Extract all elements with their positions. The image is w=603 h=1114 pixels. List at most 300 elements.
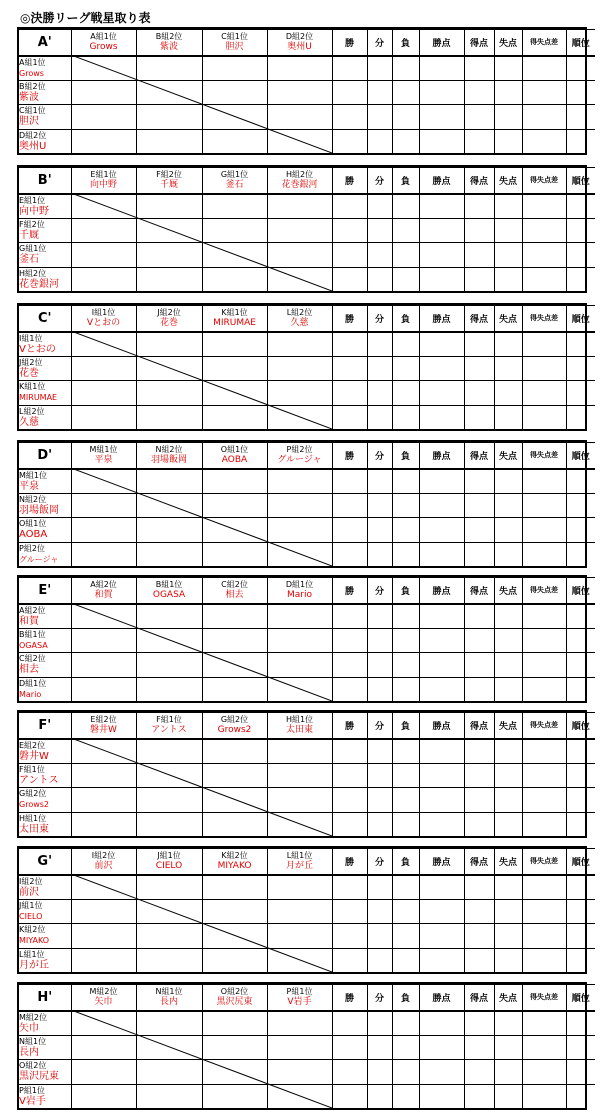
team-position: I組2位 (19, 876, 43, 886)
match-result-cell[interactable] (136, 739, 202, 764)
self-match-cell (71, 604, 136, 629)
match-result-cell[interactable] (136, 332, 202, 357)
stat-cell (464, 243, 494, 268)
match-result-cell[interactable] (267, 739, 332, 764)
league-table (17, 27, 590, 155)
team-row (19, 899, 595, 924)
stat-cell (392, 518, 419, 543)
stat-cell (332, 243, 367, 268)
stat-cell (419, 129, 464, 154)
team-name: V岩手 (19, 1096, 46, 1107)
team-name: 花巻 (19, 367, 39, 379)
match-result-cell[interactable] (202, 1084, 267, 1109)
match-result-cell[interactable] (202, 493, 267, 518)
stat-cell (464, 788, 494, 813)
stat-cell (566, 105, 595, 130)
stat-cell (522, 493, 566, 518)
match-result-cell[interactable] (71, 924, 136, 949)
stat-cell (392, 1084, 419, 1109)
stat-header: 得失点差 (522, 443, 566, 469)
stat-cell (566, 739, 595, 764)
match-result-cell[interactable] (136, 129, 202, 154)
stat-cell (392, 493, 419, 518)
stat-cell (332, 1011, 367, 1036)
team-position: M組1位 (19, 470, 47, 480)
match-result-cell[interactable] (71, 653, 136, 678)
match-result-cell[interactable] (202, 194, 267, 219)
stat-cell (332, 80, 367, 105)
stat-cell (464, 1035, 494, 1060)
match-result-cell[interactable] (71, 1060, 136, 1085)
stat-cell (522, 105, 566, 130)
stat-cell (332, 542, 367, 567)
match-result-cell[interactable] (202, 218, 267, 243)
match-result-cell[interactable] (71, 542, 136, 567)
match-result-cell[interactable] (202, 763, 267, 788)
row-team-header (19, 267, 71, 292)
team-position: H組2位 (285, 169, 314, 179)
stat-cell (367, 105, 392, 130)
match-result-cell[interactable] (202, 899, 267, 924)
match-result-cell[interactable] (71, 105, 136, 130)
match-result-cell[interactable] (71, 518, 136, 543)
match-result-cell[interactable] (267, 80, 332, 105)
team-name: 太田東 (285, 724, 313, 735)
team-position: F組2位 (19, 219, 45, 229)
stat-cell (464, 129, 494, 154)
team-row (19, 1011, 595, 1036)
match-result-cell[interactable] (136, 518, 202, 543)
team-position: D組2位 (285, 31, 314, 41)
row-team-header (19, 788, 71, 813)
match-result-cell[interactable] (267, 1011, 332, 1036)
stat-cell (419, 542, 464, 567)
match-result-cell[interactable] (267, 924, 332, 949)
stat-cell (494, 129, 522, 154)
match-result-cell[interactable] (267, 493, 332, 518)
self-match-cell (202, 653, 267, 678)
match-result-cell[interactable] (71, 80, 136, 105)
stat-cell (566, 218, 595, 243)
match-result-cell[interactable] (202, 628, 267, 653)
stat-cell (419, 381, 464, 406)
stat-cell (566, 80, 595, 105)
match-result-cell[interactable] (202, 80, 267, 105)
stat-cell (367, 812, 392, 837)
stat-header: 得失点差 (522, 30, 566, 56)
match-result-cell[interactable] (267, 243, 332, 268)
match-result-cell[interactable] (267, 356, 332, 381)
match-result-cell[interactable] (267, 194, 332, 219)
team-name: 和賀 (19, 615, 39, 627)
stat-cell (464, 356, 494, 381)
stat-cell (464, 332, 494, 357)
stat-cell (367, 653, 392, 678)
stat-cell (464, 493, 494, 518)
match-result-cell[interactable] (267, 1035, 332, 1060)
match-result-cell[interactable] (71, 812, 136, 837)
stat-cell (332, 356, 367, 381)
match-result-cell[interactable] (136, 469, 202, 494)
stat-cell (367, 381, 392, 406)
stat-cell (419, 653, 464, 678)
stat-cell (332, 381, 367, 406)
stat-cell (367, 677, 392, 702)
match-result-cell[interactable] (267, 875, 332, 900)
match-result-cell[interactable] (136, 924, 202, 949)
match-result-cell[interactable] (71, 243, 136, 268)
match-result-cell[interactable] (71, 948, 136, 973)
stat-cell (332, 653, 367, 678)
team-row (19, 763, 595, 788)
stat-header: 得失点差 (522, 985, 566, 1011)
stat-cell (494, 875, 522, 900)
self-match-cell (202, 243, 267, 268)
match-result-cell[interactable] (202, 129, 267, 154)
stat-cell (464, 381, 494, 406)
match-result-cell[interactable] (136, 1011, 202, 1036)
stat-cell (332, 875, 367, 900)
match-result-cell[interactable] (267, 218, 332, 243)
header-row (19, 849, 595, 875)
stat-cell (566, 924, 595, 949)
stat-cell (332, 493, 367, 518)
team-name: 黒沢尻東 (19, 1071, 59, 1083)
match-result-cell[interactable] (136, 1060, 202, 1085)
team-name: 千厩 (159, 179, 178, 190)
match-result-cell[interactable] (71, 788, 136, 813)
stat-cell (332, 1084, 367, 1109)
team-row (19, 677, 595, 702)
match-result-cell[interactable] (136, 194, 202, 219)
stat-cell (392, 1035, 419, 1060)
stat-cell (522, 788, 566, 813)
stat-cell (522, 381, 566, 406)
block-name: G' (19, 849, 71, 875)
league-grid (19, 577, 595, 702)
column-team-header (267, 985, 332, 1011)
team-position: D組2位 (19, 131, 47, 140)
match-result-cell[interactable] (71, 267, 136, 292)
team-position: A組2位 (19, 605, 46, 615)
self-match-cell (71, 1011, 136, 1036)
team-row (19, 812, 595, 837)
stat-header: 得点 (464, 578, 494, 604)
league-grid (19, 984, 595, 1109)
match-result-cell[interactable] (202, 469, 267, 494)
team-position: I組1位 (19, 333, 43, 343)
match-result-cell[interactable] (136, 604, 202, 629)
stat-header: 分 (367, 168, 392, 194)
team-position: K組1位 (221, 307, 248, 317)
team-position: N組2位 (19, 494, 47, 504)
stat-cell (464, 80, 494, 105)
stat-cell (464, 405, 494, 430)
match-result-cell[interactable] (267, 105, 332, 130)
stat-header: 順位 (566, 578, 595, 604)
team-position: C組2位 (221, 579, 248, 589)
match-result-cell[interactable] (71, 763, 136, 788)
stat-header: 負 (392, 443, 419, 469)
stat-header: 負 (392, 30, 419, 56)
team-name: 磐井W (90, 724, 117, 735)
match-result-cell[interactable] (136, 788, 202, 813)
team-name: 胆沢 (19, 116, 39, 128)
team-name: MIYAKO (19, 936, 50, 946)
stat-cell (494, 788, 522, 813)
match-result-cell[interactable] (202, 739, 267, 764)
stat-header: 得失点差 (522, 713, 566, 739)
match-result-cell[interactable] (202, 56, 267, 81)
row-team-header (19, 243, 71, 268)
match-result-cell[interactable] (267, 604, 332, 629)
match-result-cell[interactable] (71, 218, 136, 243)
match-result-cell[interactable] (202, 405, 267, 430)
stat-cell (367, 899, 392, 924)
match-result-cell[interactable] (136, 267, 202, 292)
stat-cell (419, 243, 464, 268)
self-match-cell (202, 105, 267, 130)
match-result-cell[interactable] (267, 788, 332, 813)
team-position: L組2位 (286, 307, 313, 317)
row-team-header (19, 381, 71, 406)
stat-cell (419, 1035, 464, 1060)
team-name: MIRUMAE (213, 317, 256, 328)
stat-cell (419, 899, 464, 924)
stat-cell (494, 356, 522, 381)
stat-header: 失点 (494, 168, 522, 194)
match-result-cell[interactable] (136, 381, 202, 406)
match-result-cell[interactable] (267, 469, 332, 494)
match-result-cell[interactable] (136, 1084, 202, 1109)
match-result-cell[interactable] (202, 1035, 267, 1060)
match-result-cell[interactable] (202, 267, 267, 292)
stat-cell (464, 267, 494, 292)
stat-cell (494, 628, 522, 653)
match-result-cell[interactable] (136, 56, 202, 81)
match-result-cell[interactable] (71, 899, 136, 924)
self-match-cell (267, 677, 332, 702)
match-result-cell[interactable] (136, 405, 202, 430)
stat-cell (367, 267, 392, 292)
row-team-header (19, 1060, 71, 1085)
match-result-cell[interactable] (202, 812, 267, 837)
stat-cell (494, 56, 522, 81)
block-name: H' (19, 985, 71, 1011)
stat-cell (566, 1011, 595, 1036)
match-result-cell[interactable] (136, 677, 202, 702)
league-table (17, 710, 590, 838)
team-name: MIYAKO (217, 860, 252, 871)
team-name: 矢巾 (19, 1022, 39, 1034)
stat-header: 順位 (566, 849, 595, 875)
match-result-cell[interactable] (267, 653, 332, 678)
stat-cell (332, 405, 367, 430)
column-team-header (267, 443, 332, 469)
match-result-cell[interactable] (136, 875, 202, 900)
stat-cell (367, 788, 392, 813)
stat-cell (332, 194, 367, 219)
column-team-header (267, 713, 332, 739)
match-result-cell[interactable] (71, 493, 136, 518)
stat-header: 得点 (464, 849, 494, 875)
match-result-cell[interactable] (71, 129, 136, 154)
team-position: E組2位 (90, 714, 117, 724)
column-team-header (202, 168, 267, 194)
match-result-cell[interactable] (267, 56, 332, 81)
stat-cell (464, 56, 494, 81)
match-result-cell[interactable] (136, 105, 202, 130)
team-name: 平泉 (94, 454, 113, 465)
team-name: Grows2 (19, 800, 50, 810)
stat-cell (464, 1060, 494, 1085)
match-result-cell[interactable] (267, 332, 332, 357)
stat-cell (494, 218, 522, 243)
match-result-cell[interactable] (136, 948, 202, 973)
team-position: E組1位 (19, 195, 46, 205)
match-result-cell[interactable] (71, 628, 136, 653)
stat-cell (332, 105, 367, 130)
stat-cell (332, 267, 367, 292)
row-team-header (19, 405, 71, 430)
team-position: D組1位 (285, 579, 314, 589)
match-result-cell[interactable] (71, 405, 136, 430)
match-result-cell[interactable] (71, 677, 136, 702)
team-name: グルージャ (277, 454, 322, 465)
row-team-header (19, 653, 71, 678)
match-result-cell[interactable] (136, 653, 202, 678)
team-position: C組2位 (19, 654, 46, 664)
team-position: I組1位 (91, 307, 116, 317)
stat-cell (367, 405, 392, 430)
team-position: D組1位 (19, 679, 47, 688)
stat-cell (522, 267, 566, 292)
column-team-header (267, 849, 332, 875)
stat-cell (566, 469, 595, 494)
match-result-cell[interactable] (267, 518, 332, 543)
row-team-header (19, 875, 71, 900)
team-row (19, 653, 595, 678)
match-result-cell[interactable] (267, 1060, 332, 1085)
self-match-cell (267, 542, 332, 567)
stat-cell (522, 653, 566, 678)
match-result-cell[interactable] (71, 1035, 136, 1060)
stat-cell (494, 763, 522, 788)
team-name: 相去 (225, 589, 244, 600)
stat-header: 勝 (332, 443, 367, 469)
stat-cell (367, 56, 392, 81)
stat-header: 勝点 (419, 306, 464, 332)
stat-cell (464, 763, 494, 788)
self-match-cell (202, 381, 267, 406)
row-team-header (19, 812, 71, 837)
self-match-cell (267, 129, 332, 154)
team-position: P組1位 (19, 1086, 45, 1095)
self-match-cell (136, 1035, 202, 1060)
match-result-cell[interactable] (202, 356, 267, 381)
team-name: 花巻銀河 (19, 279, 59, 290)
match-result-cell[interactable] (202, 332, 267, 357)
stat-cell (464, 542, 494, 567)
stat-header: 得点 (464, 713, 494, 739)
stat-cell (464, 604, 494, 629)
stat-header: 分 (367, 30, 392, 56)
match-result-cell[interactable] (136, 243, 202, 268)
match-result-cell[interactable] (202, 1011, 267, 1036)
league-grid (19, 167, 595, 292)
stat-cell (522, 194, 566, 219)
team-position: F組2位 (156, 169, 182, 179)
stat-cell (566, 763, 595, 788)
match-result-cell[interactable] (202, 542, 267, 567)
team-row (19, 218, 595, 243)
match-result-cell[interactable] (267, 899, 332, 924)
stat-cell (367, 1011, 392, 1036)
self-match-cell (267, 405, 332, 430)
stat-header: 得失点差 (522, 578, 566, 604)
stat-header: 勝 (332, 306, 367, 332)
column-team-header (136, 849, 202, 875)
team-position: H組2位 (19, 269, 47, 278)
team-name: 平泉 (19, 480, 39, 492)
stat-cell (494, 1060, 522, 1085)
stat-header: 失点 (494, 443, 522, 469)
stat-header: 負 (392, 713, 419, 739)
stat-cell (419, 356, 464, 381)
stat-header: 分 (367, 849, 392, 875)
team-row (19, 628, 595, 653)
stat-cell (419, 763, 464, 788)
team-name: グルージャ (19, 555, 59, 564)
match-result-cell[interactable] (202, 604, 267, 629)
stat-cell (332, 518, 367, 543)
block-name: B' (19, 168, 71, 194)
match-result-cell[interactable] (202, 875, 267, 900)
team-name: 向中野 (19, 205, 49, 217)
stat-cell (522, 763, 566, 788)
match-result-cell[interactable] (136, 812, 202, 837)
stat-cell (332, 677, 367, 702)
stat-cell (522, 677, 566, 702)
match-result-cell[interactable] (136, 542, 202, 567)
stat-cell (566, 653, 595, 678)
row-team-header (19, 604, 71, 629)
stat-cell (494, 105, 522, 130)
self-match-cell (136, 628, 202, 653)
self-match-cell (71, 56, 136, 81)
match-result-cell[interactable] (202, 948, 267, 973)
match-result-cell[interactable] (71, 381, 136, 406)
self-match-cell (71, 332, 136, 357)
league-table (17, 982, 590, 1110)
column-team-header (202, 306, 267, 332)
row-team-header (19, 493, 71, 518)
stat-cell (419, 469, 464, 494)
stat-cell (566, 899, 595, 924)
team-row (19, 105, 595, 130)
match-result-cell[interactable] (71, 1084, 136, 1109)
match-result-cell[interactable] (71, 356, 136, 381)
stat-cell (566, 1060, 595, 1085)
stat-header: 負 (392, 849, 419, 875)
team-name: 花巻 (159, 317, 178, 328)
match-result-cell[interactable] (267, 381, 332, 406)
team-name: 長内 (159, 996, 178, 1007)
match-result-cell[interactable] (267, 763, 332, 788)
team-name: Vとおの (86, 317, 121, 328)
match-result-cell[interactable] (267, 628, 332, 653)
match-result-cell[interactable] (202, 677, 267, 702)
